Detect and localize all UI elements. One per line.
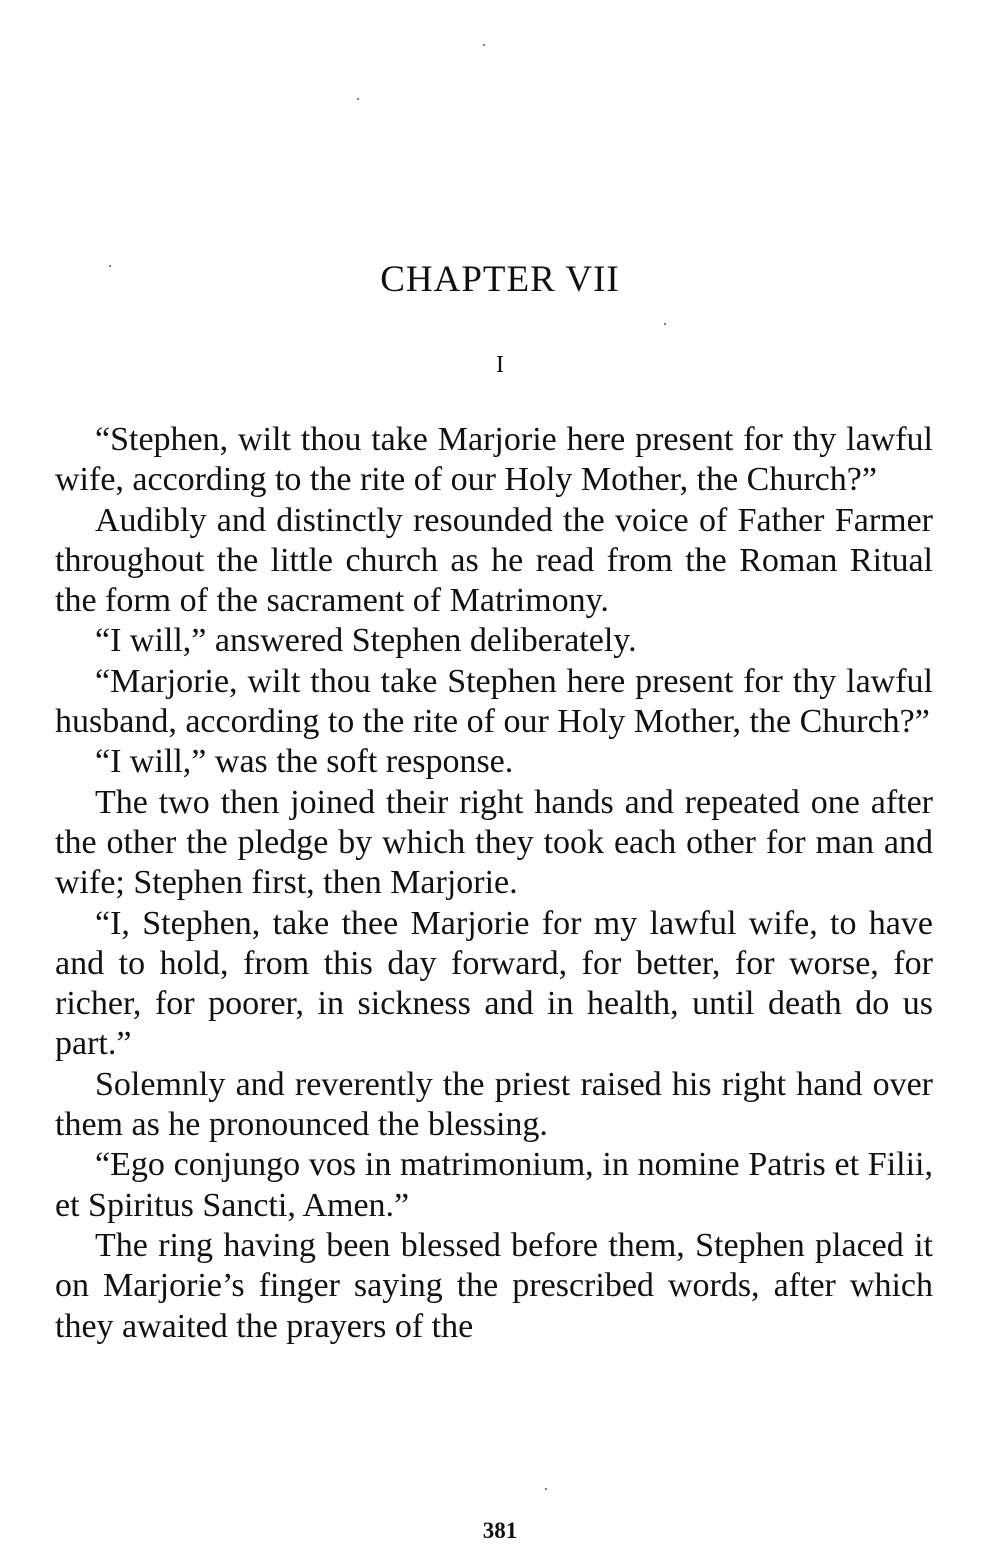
print-speck: [545, 1488, 547, 1490]
print-speck: [664, 323, 666, 325]
paragraph: “Ego conjungo vos in matrimonium, in nomine Patris et Filii, et Spiritus Sancti, Amen.”: [55, 1146, 933, 1224]
paragraph: “I will,” answered Stephen deliberately.: [95, 622, 637, 660]
chapter-title: CHAPTER VII: [380, 259, 620, 300]
paragraph: The two then joined their right hands and repeated one after the other the pledge by which they took each other for man and wife; Stephen first, then Marjorie.: [55, 783, 933, 902]
section-number: I: [496, 352, 504, 378]
print-speck: [357, 98, 359, 100]
paragraph: “I, Stephen, take thee Marjorie for my lawful wife, to have and to hold, from this day forward, for better, for worse, for richer, for poorer, in sickness and in health, until death do us part.”: [55, 904, 933, 1063]
paragraph: The ring having been blessed before them, Stephen placed it on Marjorie’s finger saying the prescribed words, after which they awaited the prayers of the: [55, 1226, 933, 1345]
print-speck: [483, 44, 485, 46]
paragraph: “I will,” was the soft response.: [95, 743, 514, 781]
paragraph: “Marjorie, wilt thou take Stephen here present for thy lawful husband, according to the rite of our Holy Mother, the Church?”: [55, 662, 933, 741]
paragraph: Solemnly and reverently the priest raised his right hand over them as he pronounced the blessing.: [55, 1065, 933, 1144]
chapter-body: [55, 420, 933, 1347]
page-number: 381: [482, 1518, 518, 1543]
paragraph: “Stephen, wilt thou take Marjorie here present for thy lawful wife, according to the rite of our Holy Mother, the Church?”: [55, 421, 933, 499]
paragraph: Audibly and distinctly resounded the voice of Father Farmer throughout the little church as he read from the Roman Ritual the form of the sacrament of Matrimony.: [55, 501, 933, 620]
